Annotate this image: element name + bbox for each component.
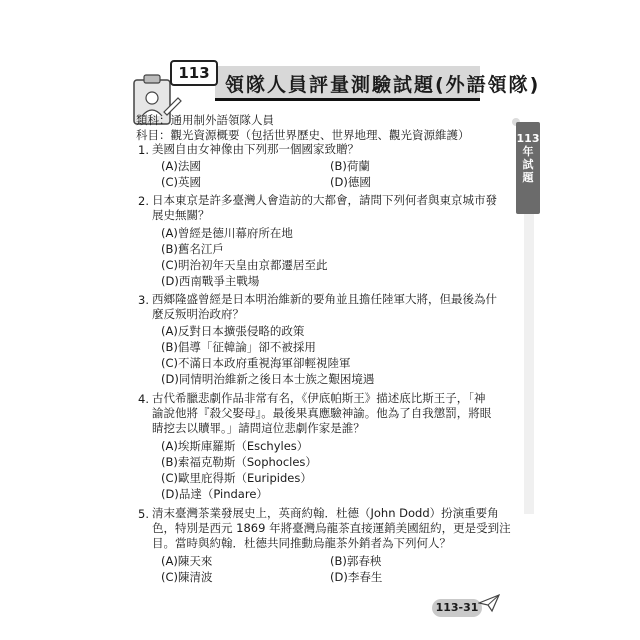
answer-option: (B)索福克勒斯（Sophocles） xyxy=(161,455,317,469)
answer-option: (D)德國 xyxy=(330,175,371,189)
year-side-tab xyxy=(516,122,540,214)
answer-option: (A)反對日本擴張侵略的政策 xyxy=(161,324,305,338)
question-number: 3. xyxy=(138,293,149,307)
question-number: 1. xyxy=(138,143,149,157)
answer-option: (D)西南戰爭主戰場 xyxy=(161,274,260,288)
exam-subject: 科目：觀光資源概要（包括世界歷史、世界地理、觀光資源維護） xyxy=(136,128,470,142)
question-text: 清末臺灣茶業發展史上，英商約翰．杜德（John Dodd）扮演重要角 xyxy=(152,506,499,520)
question-text: 色，特別是西元 1869 年將臺灣烏龍茶直接運銷美國紐約，更是受到注 xyxy=(152,521,511,535)
side-tab-char: 試 xyxy=(522,158,534,171)
page-number: 113-31 xyxy=(432,599,482,617)
question-text: 諭說他將『殺父娶母』。最後果真應驗神諭。他為了自我懲罰，將眼 xyxy=(152,406,492,420)
question-text: 日本東京是許多臺灣人會造訪的大都會，請問下列何者與東京城市發 xyxy=(152,193,497,207)
question-text: 展史無關？ xyxy=(152,208,210,222)
side-tab-year: 113 xyxy=(516,132,540,145)
question-text: 麼反叛明治政府？ xyxy=(152,307,244,321)
question-text: 美國自由女神像由下列那一個國家致贈？ xyxy=(152,142,359,156)
answer-option: (D)李春生 xyxy=(330,570,383,584)
side-tab-char: 年 xyxy=(522,145,534,158)
answer-option: (D)同情明治維新之後日本士族之艱困境遇 xyxy=(161,372,375,386)
exam-category: 類科：通用制外語領隊人員 xyxy=(136,113,274,127)
question-text: 古代希臘悲劇作品非常有名，《伊底帕斯王》描述底比斯王子，「神 xyxy=(152,391,486,405)
answer-option: (C)陳清波 xyxy=(161,570,213,584)
side-rule xyxy=(524,214,534,514)
answer-option: (D)品達（Pindare） xyxy=(161,487,268,501)
answer-option: (C)明治初年天皇由京都遷居至此 xyxy=(161,258,328,272)
answer-option: (A)埃斯庫羅斯（Eschyles） xyxy=(161,439,309,453)
answer-option: (B)舊名江戶 xyxy=(161,242,224,256)
question-text: 西鄉隆盛曾經是日本明治維新的要角並且擔任陸軍大將，但最後為什 xyxy=(152,292,497,306)
paper-plane-icon xyxy=(478,593,500,613)
question-text: 睛挖去以贖罪。」請問這位悲劇作家是誰？ xyxy=(152,421,365,435)
answer-option: (C)英國 xyxy=(161,175,202,189)
question-number: 5. xyxy=(138,507,149,521)
answer-option: (A)曾經是德川幕府所在地 xyxy=(161,226,293,240)
question-text: 目。當時與約翰．杜德共同推動烏龍茶外銷者為下列何人？ xyxy=(152,536,451,550)
answer-option: (A)法國 xyxy=(161,159,201,173)
answer-option: (B)郭春秧 xyxy=(330,554,382,568)
exam-year-badge: 113 xyxy=(170,60,218,86)
question-number: 2. xyxy=(138,194,149,208)
answer-option: (C)歐里庇得斯（Euripides） xyxy=(161,471,312,485)
answer-option: (B)倡導「征韓論」卻不被採用 xyxy=(161,340,316,354)
answer-option: (A)陳天來 xyxy=(161,554,213,568)
page-title: 領隊人員評量測驗試題(外語領隊) xyxy=(225,74,541,96)
answer-option: (B)荷蘭 xyxy=(330,159,370,173)
answer-option: (C)不滿日本政府重視海軍卻輕視陸軍 xyxy=(161,356,351,370)
side-tab-char: 題 xyxy=(522,171,534,184)
question-number: 4. xyxy=(138,392,149,406)
